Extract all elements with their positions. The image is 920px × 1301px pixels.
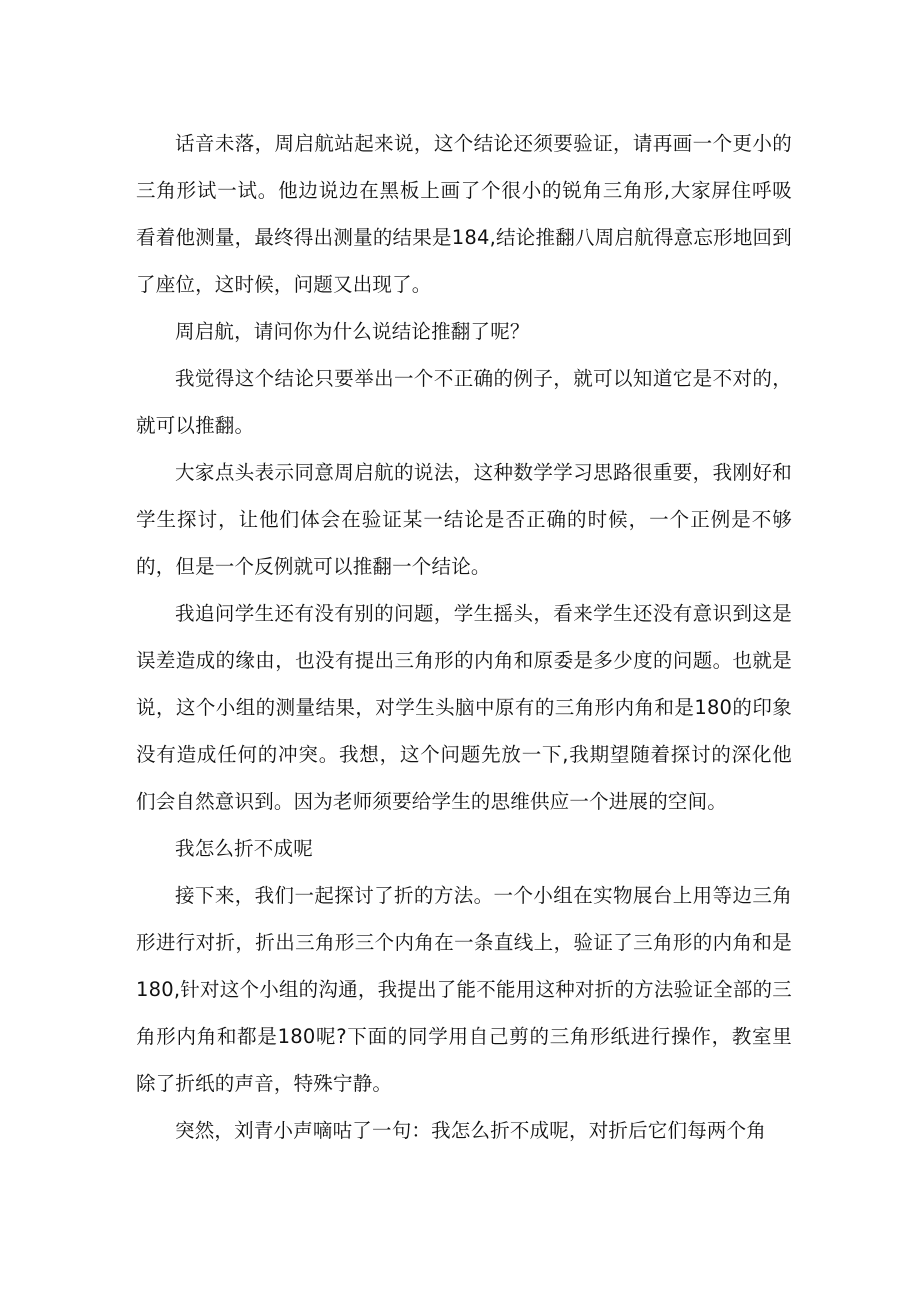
paragraph: 我觉得这个结论只要举出一个不正确的例子，就可以知道它是不对的，就可以推翻。 <box>136 367 792 437</box>
paragraph: 大家点头表示同意周启航的说法，这种数学学习思路很重要，我刚好和学生探讨，让他们体会在验证某一结论是否正确的时候，一个正例是不够的，但是一个反例就可以推翻一个结论。 <box>136 461 792 578</box>
paragraph: 话音未落，周启航站起来说，这个结论还须要验证，请再画一个更小的三角形试一试。他边说边在黑板上画了个很小的锐角三角形,大家屏住呼吸看着他测量，最终得出测量的结果是184,结论推翻八周启航得意忘形地回到了座位，这时候，问题又出现了。 <box>136 132 792 296</box>
paragraph: 接下来，我们一起探讨了折的方法。一个小组在实物展台上用等边三角形进行对折，折出三角形三个内角在一条直线上，验证了三角形的内角和是180,针对这个小组的沟通，我提出了能不能用这种对折的方法验证全部的三角形内角和都是180呢?下面的同学用自己剪的三角形纸进行操作，教室里除了折纸的声音，特殊宁静。 <box>136 884 792 1095</box>
section-heading: 我怎么折不成呢 <box>175 837 313 860</box>
paragraph: 突然，刘青小声嘀咕了一句：我怎么折不成呢，对折后它们每两个角 <box>175 1119 767 1142</box>
paragraph: 周启航，请问你为什么说结论推翻了呢？ <box>175 320 530 343</box>
paragraph: 我追问学生还有没有别的问题，学生摇头，看来学生还没有意识到这是误差造成的缘由，也没有提出三角形的内角和原委是多少度的问题。也就是说，这个小组的测量结果，对学生头脑中原有的三角形内角和是180的印象没有造成任何的冲突。我想，这个问题先放一下,我期望随着探讨的深化他们会自然意识到。因为老师须要给学生的思维供应一个进展的空间。 <box>136 602 792 813</box>
document-body <box>136 120 792 1154</box>
